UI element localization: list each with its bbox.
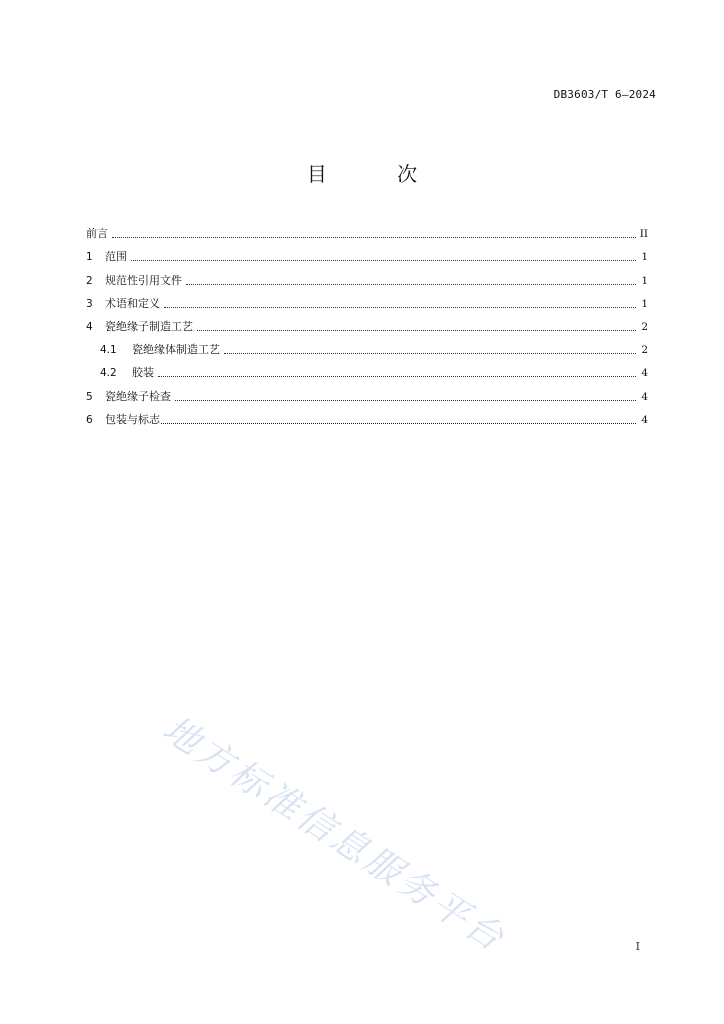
toc-leader-dots [186, 283, 636, 285]
toc-entry-number: 4 [86, 320, 93, 333]
toc-entry-label: 瓷绝缘体制造工艺 [132, 343, 220, 357]
toc-entry-page: II [639, 228, 648, 241]
toc-entry-page: 2 [641, 344, 648, 357]
toc-entry-insulator-body-process[interactable] [86, 334, 648, 357]
toc-entry-packaging-marking[interactable] [86, 404, 648, 427]
toc-entry-label: 规范性引用文件 [105, 273, 182, 287]
toc-entry-terms-definitions[interactable] [86, 288, 648, 311]
toc-entry-label: 胶装 [132, 366, 154, 380]
toc-entry-scope[interactable] [86, 241, 648, 264]
toc-entry-label: 范围 [105, 250, 127, 264]
page-number: I [635, 940, 640, 953]
toc-entry-page: 2 [641, 320, 648, 333]
toc-entry-page: 4 [641, 367, 648, 380]
toc-leader-dots [112, 236, 636, 238]
toc-entry-page: 1 [641, 251, 648, 264]
toc-entry-cementing[interactable] [86, 357, 648, 380]
toc-leader-dots [224, 352, 636, 354]
toc-entry-label: 瓷绝缘子检查 [105, 389, 171, 403]
toc-title: 目 次 [306, 162, 450, 186]
toc-entry-number: 4.2 [100, 367, 117, 380]
table-of-contents [86, 218, 648, 427]
toc-entry-page: 4 [641, 413, 648, 426]
toc-entry-inspection[interactable] [86, 380, 648, 403]
toc-leader-dots [164, 306, 636, 308]
toc-leader-dots [158, 375, 636, 377]
toc-entry-label: 包装与标志 [105, 412, 160, 426]
toc-entry-number: 1 [86, 251, 93, 264]
toc-entry-number: 3 [86, 297, 93, 310]
toc-leader-dots [197, 329, 636, 331]
toc-leader-dots [175, 399, 636, 401]
toc-entry-label: 瓷绝缘子制造工艺 [105, 319, 193, 333]
toc-entry-page: 4 [641, 390, 648, 403]
toc-entry-foreword[interactable] [86, 218, 648, 241]
toc-entry-number: 2 [86, 274, 93, 287]
toc-entry-label: 术语和定义 [105, 296, 160, 310]
toc-leader-dots [161, 422, 636, 424]
toc-entry-label: 前言 [86, 227, 108, 241]
toc-entry-page: 1 [641, 274, 648, 287]
toc-entry-normative-references[interactable] [86, 264, 648, 287]
toc-entry-page: 1 [641, 297, 648, 310]
toc-entry-manufacturing-process[interactable] [86, 311, 648, 334]
toc-leader-dots [131, 259, 636, 261]
toc-entry-number: 6 [86, 413, 93, 426]
toc-entry-number: 4.1 [100, 344, 117, 357]
toc-entry-number: 5 [86, 390, 93, 403]
watermark-text: 地方标准信息服务平台 [155, 708, 514, 961]
document-code: DB3603/T 6—2024 [553, 88, 656, 101]
